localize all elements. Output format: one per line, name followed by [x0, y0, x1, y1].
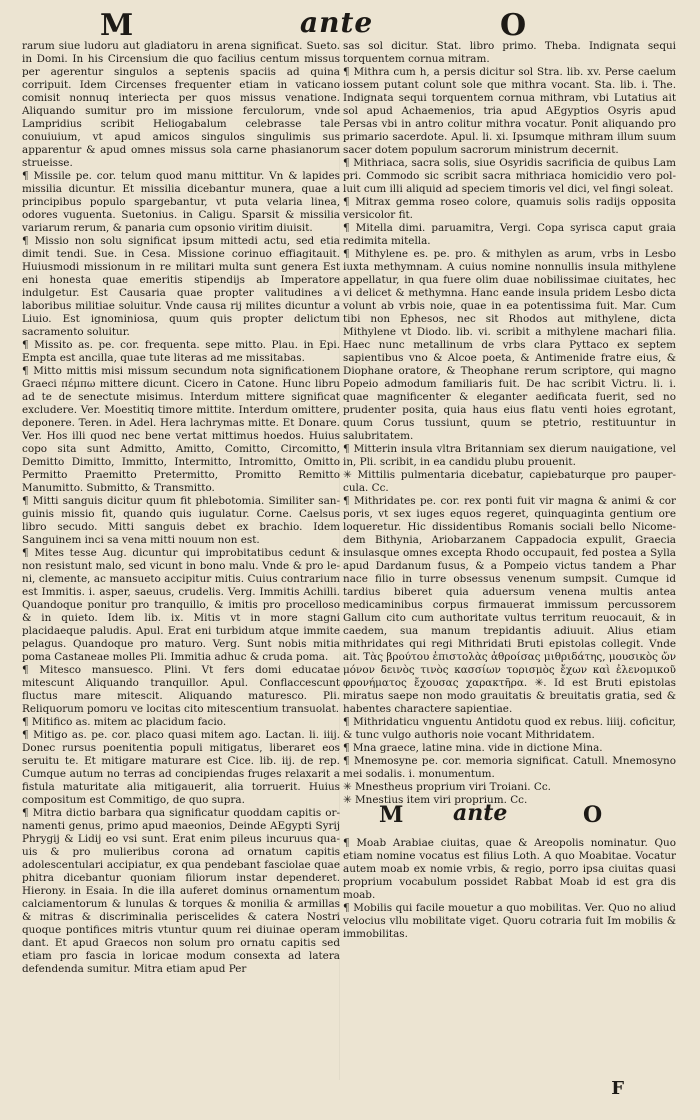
header-left-letter: M: [100, 8, 134, 43]
entry-paragraph: ¶ Mithylene es. pe. pro. & mithylen as arum, vrbs in Lesbo iuxta methymnam. A cuius nomine nonnullis insula mithylene appellatur, in qua fuere olim duae nobilissimae ciuitates, hec vi delicet & methymna. Hanc eande insula pridem Lesbo dicta volunt ab vrbis noie, quae in ea potentissima fuit. Mar. Cum tibi non Ephesos, nec sit Rhodos aut mithylene, dicta Mithylene vt Diodo. lib. vi. scribit a mithylene machari filia. Haec nunc metallinum de vrbs clara Pyttaco ex septem sapientibus vno & Alcoe poeta, & Antimenide fratre eius, & Diophane oratore, & Theophane rerum scriptore, qui magno Popeio admodum familiaris fuit. De hac scribit Victru. li. i. quae magnificenter & eleganter aedificata fuerit, sed no prudenter posita, quia haus eius flatu venti hoies egrotant, quum Corus tussiunt, quum se ptetrio, restituuntur in salubritatem.: [343, 248, 676, 442]
left-column: [22, 40, 340, 976]
entry-paragraph: ✳ Mnestius item viri proprium. Cc.: [343, 794, 528, 806]
entry-paragraph: ¶ Mithra cum h, a persis dicitur sol Stra. lib. xv. Perse caelum iossem putant colunt sole que mithra vocant. Sta. lib. i. The. Indignata sequi torquentem cornua mithram, vbi Lutatius ait sol apud Achaemenios, tria apud AEgyptios Osyris apud Persas vbi in antro colitur mithra vocatur. Ponit aliquando pro primario sacerdote. Apul. li. xi. Ipsumque mithram illum suum sacer dotem populum sacrorum ministrum decernit.: [343, 66, 676, 156]
right-column: [343, 40, 676, 941]
subheader-right-letter: O: [583, 802, 603, 828]
printer-signature-mark: F: [611, 1078, 624, 1099]
header-right-letter: O: [500, 8, 527, 43]
running-header: [0, 6, 700, 42]
entry-paragraph: sas sol dicitur. Stat. libro primo. Theba. Indignata sequi torquentem cornua mitram.: [343, 40, 676, 65]
entry-paragraph: ¶ Mna graece, latine mina. vide in dictione Mina.: [343, 742, 603, 754]
entry-paragraph: ¶ Missio non solu significat ipsum mittedi actu, sed etia dimit tendi. Sue. in Cesa. Missione corinuo effiagitauit. Huiusmodi missionum in re militari multa sunt genera Est eni honesta quae emeritis stipendijs ab Imperatore indulgetur. Est Causaria quae propter valitudines a laboribus militiae soluitur. Vnde causa rij milites dicuntur a Liuio. Est ignominiosa, quum quis propter delictum sacramento soluitur.: [22, 235, 340, 338]
entry-paragraph: ¶ Mithridaticu vnguentu Antidotu quod ex rebus. liiij. coficitur, & tunc vulgo authoris noie vocant Mithridatem.: [343, 716, 676, 741]
entry-paragraph: ¶ Mitterin insula vltra Britanniam sex dierum nauigatione, vel in, Pli. scribit, in ea candidu plubu prouenit.: [343, 443, 676, 468]
entry-paragraph: ¶ Mithridates pe. cor. rex ponti fuit vir magna & animi & cor poris, vt sex iuges equos regeret, quinquaginta gentium ore loqueretur. Hic dissidentibus Romanis sociali bello Nicomedem Bithynia, Ariobarzanem Cappadocia expulit, Graecia insulasque omnes excepta Rhodo occupauit, fed postea a Sylla apud Dardanum fusus, & a Pompeio victus tandem a Phar nace filio in turre obsessus venenum sumpsit. Cumque id tardius biberet quia aduersum venena multis antea medicaminibus corpus firmauerat immissum percussorem Gallum cito cum authoritate vultus territum reuocauit, & in caedem, sua manum trepidantis adiuuit. Alius etiam mithridates qui regi Mithridati Bruti epistolas collegit. Vnde ait. Τὰς βρούτου ἐπιστολὰς ἀθροίσας μιθριδάτης, μουσικὸς ὤν μόνον δεινὸς τινὸς κασσίων τορισμὸς ἔχων καὶ ἐλενομικοῦ φρονήματος ἔχουσας χαρακτῆρα. ✳. Id est Bruti epistolas miratus saepe non modo grauitatis & breuitatis gratia, sed & habentes charactere sapientiae.: [343, 495, 677, 715]
entry-paragraph: ¶ Mites tesse Aug. dicuntur qui improbitatibus cedunt & non resistunt malo, sed vicunt in bono malu. Vnde & pro leni, clemente, ac mansueto accipitur mitis. Cuius contrarium est Immitis. i. asper, saeuus, crudelis. Verg. Immitis Achilli. Quandoque ponitur pro tranquillo, & imitis pro procelloso & in quieto. Idem lib. ix. Mitis vt in more stagni placidaeque paludis. Apul. Erat eni turbidum atque immite pelagus. Quandoque pro maturo. Verg. Sunt nobis mitia poma Castaneae molles Pli. Immitia adhuc & cruda poma.: [22, 547, 340, 663]
entry-paragraph: ¶ Mitra dictio barbara qua significatur quoddam capitis ornamenti genus, primo apud maeonios, Deinde AEgypti Syrij Phrygij & Lidij eo vsi sunt. Erat enim pileus incuruus quauis & pro mulieribus corona ad ornatum capitis adolescentulari accipiatur, ex qua pendebant fasciolae quae phitra dicebantur quoniam filiorum instar dependeret. Hierony. in Esaia. In die illa auferet dominus ornamentum calciamentorum & lunulas & torques & monilia & armillas & mitras & discriminalia periscelides & catera Nostri quoque pontifices mitris vtuntur quum rei diuinae operam dant. Et apud Graecos non solum pro ornatu capitis sed etiam pro fascia in loricae modum consexta ad latera defendenda sumitur. Mitra etiam apud Per: [22, 807, 340, 975]
entry-paragraph: ¶ Mobilis qui facile mouetur a quo mobilitas. Ver. Quo no aliud velocius vllu mobilitate viget. Quoru cotraria fuit Im mobilis & immobilitas.: [343, 902, 676, 940]
entry-paragraph: ✳ Mnestheus proprium viri Troiani. Cc.: [343, 781, 551, 793]
entry-paragraph: ¶ Mitigo as. pe. cor. placo quasi mitem ago. Lactan. li. iiij. Donec rursus poenitentia populi mitigatus, liberaret eos seruitu te. Et mitigare maturare est Cice. lib. iij. de rep. Cumque autum no terras ad concipiendas fruges relaxarit a fistula maturitate alia mitigauerit, alia torruerit. Huius compositum est Commitigo, de quo supra.: [22, 729, 340, 806]
entry-paragraph: ¶ Mitesco mansuesco. Plini. Vt fers domi educatae mitescunt Aliquando tranquillor. Apul. Conflaccescunt fluctus mare mitescit. Aliquando maturesco. Pli. Reliquorum pomoru ve locitas cito mitescentium transuolat.: [22, 664, 340, 715]
entry-paragraph: ¶ Missito as. pe. cor. frequenta. sepe mitto. Plau. in Epi. Empta est ancilla, quae tute literas ad me missitabas.: [22, 339, 340, 364]
entry-paragraph: ¶ Mitto mittis misi missum secundum nota significationem Graeci πέμπω mittere dicunt. Cicero in Catone. Hunc libru ad te de senectute misimus. Interdum mittere significat excludere. Ver. Moestitiq timore mittite. Interdum omittere, deponere. Teren. in Adel. Hera lachrymas mitte. Et Donare. Ver. Hos illi quod nec bene vertat mittimus hoedos. Huius copo sita sunt Admitto, Amitto, Comitto, Circomitto, Demitto Dimitto, Immitto, Intermitto, Intromitto, Omitto Permitto Praemitto Pretermitto, Promitto Remitto Manumitto. Submitto, & Transmitto.: [22, 365, 340, 494]
entry-paragraph: ¶ Moab Arabiae ciuitas, quae & Areopolis nominatur. Quo etiam nomine vocatus est filius Loth. A quo Moabitae. Vocatur autem moab ex nomie vrbis, & regio, porro ipsa ciuitas quasi proprium vocabulum possidet Rabbat Moab id est gra dis moab.: [343, 837, 676, 901]
subheader-center-word: ante: [453, 800, 508, 826]
subheader-left-letter: M: [379, 802, 404, 828]
entry-paragraph: ¶ Missile pe. cor. telum quod manu mittitur. Vn & lapides missilia dicuntur. Et missilia dicebantur munera, quae a principibus populo spargebantur, vt puta velaria linea, odores vuguenta. Suetonius. in Caligu. Sparsit & missilia variarum rerum, & panaria cum opsonio viritim diuisit.: [22, 170, 340, 234]
entry-paragraph: ¶ Mitella dimi. paruamitra, Vergi. Copa syrisca caput graia redimita mitella.: [343, 222, 676, 247]
header-center-word: ante: [300, 6, 374, 39]
entry-paragraph: ✳ Mittilis pulmentaria dicebatur, capiebaturque pro paupercula. Cc.: [343, 469, 676, 494]
entry-paragraph: rarum siue ludoru aut gladiatoru in arena significat. Sueto. in Domi. In his Circensium die quo facilius centum missus per agerentur singulos a septenis spaciis ad quina corripuit. Idem Circenses frequenter etiam in vaticano comisit nonnuq interiecta per quos missus venatione. Aliquando sumitur pro im missione ferculorum, vnde Lampridius scribit Heliogabalum celebrasse tale conuiuium, vt apud amicos singulos singulimis sus apparentur & apud omnes missus sola carne phasianorum strueisse.: [22, 40, 340, 169]
entry-paragraph: ¶ Mitifico as. mitem ac placidum facio.: [22, 716, 227, 728]
entry-paragraph: ¶ Mnemosyne pe. cor. memoria significat. Catull. Mnemosyno mei sodalis. i. monumentum.: [343, 755, 676, 780]
entry-paragraph: ¶ Mitti sanguis dicitur quum fit phlebotomia. Similiter sanguinis missio fit, quando quis iugulatur. Corne. Caelsus libro secudo. Mitti sanguis debet ex brachio. Idem Sanguinem inci sa vena mitti nouum non est.: [22, 495, 340, 546]
entry-paragraph: ¶ Mitrax gemma roseo colore, quamuis solis radijs opposita versicolor fit.: [343, 196, 676, 221]
entry-paragraph: ¶ Mithriaca, sacra solis, siue Osyridis sacrificia de quibus Lam pri. Commodo sic scribit sacra mithriaca homicidio vero polluit cum illi aliquid ad speciem timoris vel dici, vel fingi soleat.: [343, 157, 676, 195]
